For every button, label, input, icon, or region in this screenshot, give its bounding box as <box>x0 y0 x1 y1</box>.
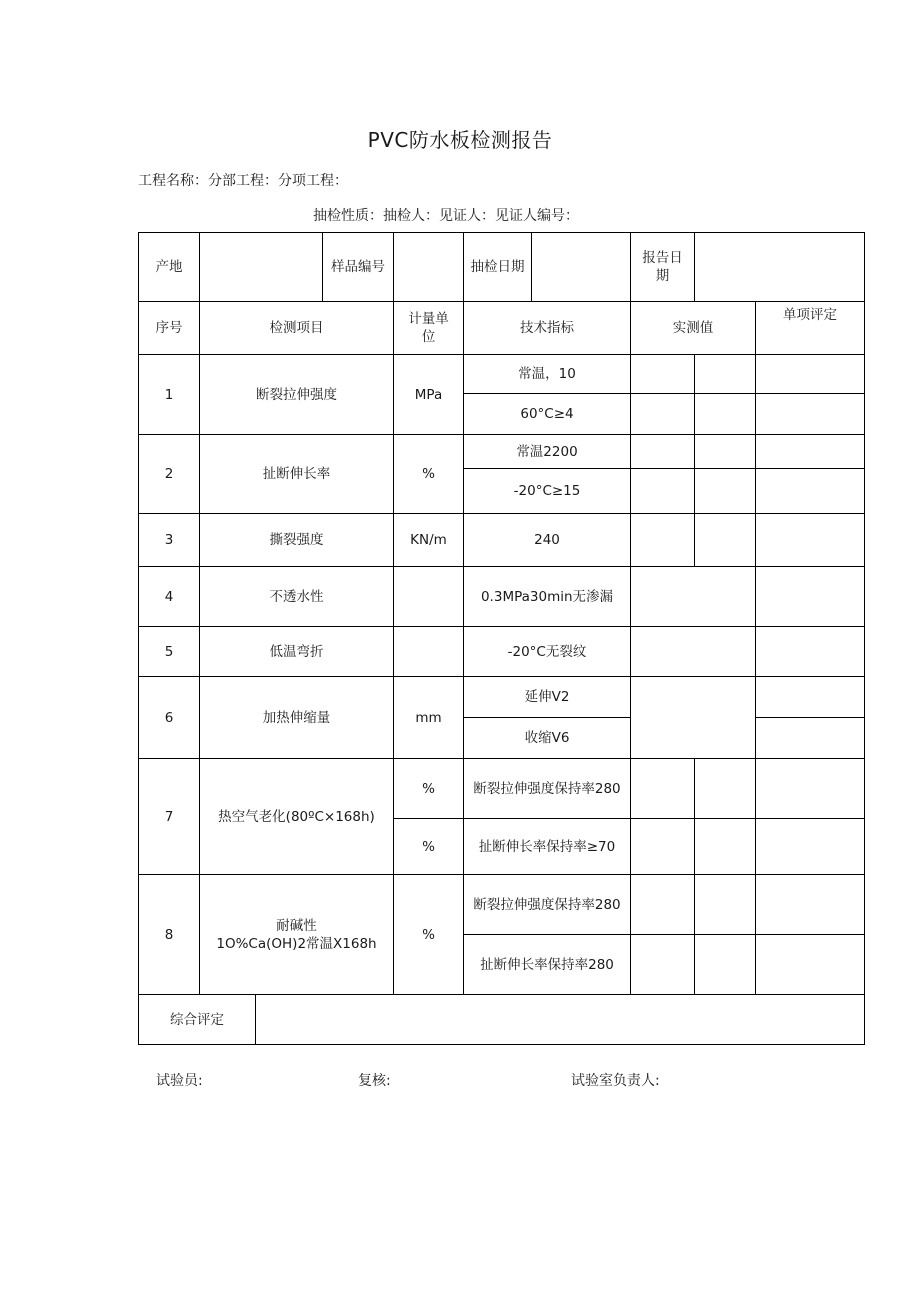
assessment-cell[interactable] <box>756 819 865 875</box>
row-seq: 5 <box>139 627 200 677</box>
table-row <box>139 435 865 469</box>
measured-cell[interactable] <box>695 469 756 514</box>
row-spec: -20°C≥15 <box>464 469 631 514</box>
row-seq: 1 <box>139 355 200 435</box>
row-spec: 延伸V2 <box>464 677 631 718</box>
row-unit <box>394 627 464 677</box>
assessment-cell[interactable] <box>756 627 865 677</box>
row-spec: 收缩V6 <box>464 718 631 759</box>
measured-cell[interactable] <box>695 435 756 469</box>
row-seq: 3 <box>139 514 200 567</box>
header-assessment: 单项评定 <box>756 302 865 355</box>
row-item: 撕裂强度 <box>200 514 394 567</box>
row-seq: 6 <box>139 677 200 759</box>
assessment-cell[interactable] <box>756 435 865 469</box>
sample-no-label: 样品编号 <box>323 233 394 302</box>
measured-cell[interactable] <box>631 394 695 435</box>
assessment-cell[interactable] <box>756 718 865 759</box>
assessment-cell[interactable] <box>756 394 865 435</box>
row-item: 扯断伸长率 <box>200 435 394 514</box>
row-seq: 2 <box>139 435 200 514</box>
tester-signature: 试验员: <box>156 1073 203 1089</box>
row-spec: 常温，10 <box>464 355 631 394</box>
measured-cell[interactable] <box>631 514 695 567</box>
header-seq: 序号 <box>139 302 200 355</box>
header-row <box>139 302 865 355</box>
assessment-cell[interactable] <box>756 469 865 514</box>
measured-cell[interactable] <box>631 677 756 759</box>
row-unit <box>394 567 464 627</box>
measured-cell[interactable] <box>631 627 756 677</box>
measured-cell[interactable] <box>631 355 695 394</box>
table-row <box>139 567 865 627</box>
row-item: 加热伸缩量 <box>200 677 394 759</box>
report-date-value[interactable] <box>695 233 865 302</box>
row-seq: 8 <box>139 875 200 995</box>
table-row <box>139 514 865 567</box>
table-row <box>139 627 865 677</box>
row-unit: mm <box>394 677 464 759</box>
assessment-cell[interactable] <box>756 355 865 394</box>
page-title: PVC防水板检测报告 <box>367 128 553 152</box>
row-unit: % <box>394 875 464 995</box>
assessment-cell[interactable] <box>756 514 865 567</box>
row-seq: 4 <box>139 567 200 627</box>
info-row <box>139 233 865 302</box>
reviewer-signature: 复核: <box>358 1073 391 1089</box>
overall-label: 综合评定 <box>139 995 256 1045</box>
lab-head-signature: 试验室负责人: <box>571 1073 660 1089</box>
measured-cell[interactable] <box>695 819 756 875</box>
report-table <box>138 232 865 1045</box>
row-spec: 常温2200 <box>464 435 631 469</box>
row-item: 低温弯折 <box>200 627 394 677</box>
measured-cell[interactable] <box>695 935 756 995</box>
row-spec: -20°C无裂纹 <box>464 627 631 677</box>
row-item: 断裂拉伸强度 <box>200 355 394 435</box>
row-spec: 0.3MPa30min无渗漏 <box>464 567 631 627</box>
table-row <box>139 759 865 819</box>
assessment-cell[interactable] <box>756 759 865 819</box>
origin-label: 产地 <box>139 233 200 302</box>
measured-cell[interactable] <box>631 435 695 469</box>
table-row <box>139 875 865 935</box>
row-item: 热空气老化(80ºC×168h) <box>200 759 394 875</box>
measured-cell[interactable] <box>631 935 695 995</box>
measured-cell[interactable] <box>631 469 695 514</box>
sampling-date-value[interactable] <box>532 233 631 302</box>
table-row <box>139 677 865 718</box>
header-spec: 技术指标 <box>464 302 631 355</box>
row-unit: KN/m <box>394 514 464 567</box>
row-spec: 扯断伸长率保持率280 <box>464 935 631 995</box>
header-measured: 实测值 <box>631 302 756 355</box>
overall-row <box>139 995 865 1045</box>
row-spec: 断裂拉伸强度保持率280 <box>464 759 631 819</box>
assessment-cell[interactable] <box>756 677 865 718</box>
assessment-cell[interactable] <box>756 935 865 995</box>
assessment-cell[interactable] <box>756 567 865 627</box>
row-seq: 7 <box>139 759 200 875</box>
sample-no-value[interactable] <box>394 233 464 302</box>
row-item: 耐碱性 1O%Ca(OH)2常温X168h <box>200 875 394 995</box>
header-item: 检测项目 <box>200 302 394 355</box>
row-spec: 扯断伸长率保持率≥70 <box>464 819 631 875</box>
row-spec: 60°C≥4 <box>464 394 631 435</box>
measured-cell[interactable] <box>695 394 756 435</box>
row-unit: MPa <box>394 355 464 435</box>
measured-cell[interactable] <box>695 355 756 394</box>
measured-cell[interactable] <box>695 759 756 819</box>
row-item: 不透水性 <box>200 567 394 627</box>
measured-cell[interactable] <box>695 875 756 935</box>
measured-cell[interactable] <box>631 759 695 819</box>
assessment-cell[interactable] <box>756 875 865 935</box>
sampling-info-line: 抽检性质：抽检人：见证人：见证人编号： <box>313 208 579 224</box>
row-spec: 240 <box>464 514 631 567</box>
measured-cell[interactable] <box>631 819 695 875</box>
sampling-date-label: 抽检日期 <box>464 233 532 302</box>
row-unit: % <box>394 759 464 819</box>
report-date-label: 报告日 期 <box>631 233 695 302</box>
origin-value[interactable] <box>200 233 323 302</box>
measured-cell[interactable] <box>695 514 756 567</box>
measured-cell[interactable] <box>631 875 695 935</box>
header-unit: 计量单 位 <box>394 302 464 355</box>
row-unit: % <box>394 435 464 514</box>
measured-cell[interactable] <box>631 567 756 627</box>
overall-value[interactable] <box>256 995 865 1045</box>
row-spec: 断裂拉伸强度保持率280 <box>464 875 631 935</box>
project-info-line: 工程名称：分部工程：分项工程： <box>138 173 348 189</box>
table-row <box>139 355 865 394</box>
row-unit: % <box>394 819 464 875</box>
